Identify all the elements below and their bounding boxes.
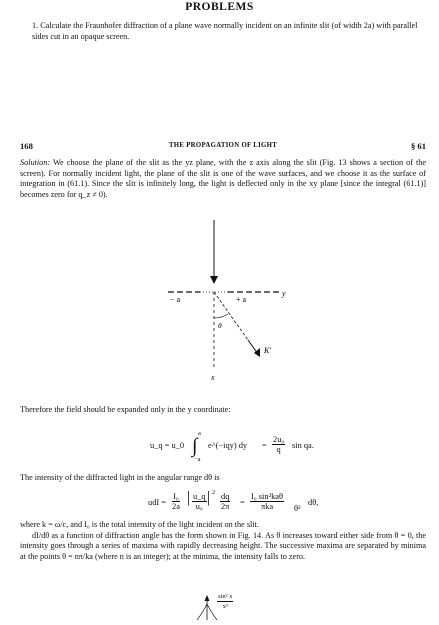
eq1-fraction (272, 435, 285, 454)
slit-figure (150, 220, 310, 395)
integral-sign-icon: ∫ (192, 435, 198, 457)
incident-arrowhead (210, 276, 218, 284)
plot-label (217, 592, 233, 611)
eq2-equals: = (240, 498, 245, 507)
eq2-frac2 (220, 492, 230, 511)
solution-lead: Solution: (20, 158, 51, 167)
eq2-lhs: udI = (148, 498, 166, 507)
slit-diagram (150, 220, 310, 390)
eq2-frac1 (172, 492, 180, 511)
eq2-frac2-den: 2π (220, 502, 230, 511)
problem-statement: 1. Calculate the Fraunhofer diffraction of a plane wave normally incident on an infinite slit (of width 2a) with parallel sides cut in an opaque screen. (32, 21, 418, 41)
eq2-frac2-num: dq (221, 492, 230, 501)
eq2-theta-sq: θ² (294, 504, 301, 513)
plot-axis-arrowhead (205, 595, 210, 601)
eq1-integrand: e^(−iqy) dy (208, 441, 248, 450)
intensity-plot-partial (195, 592, 255, 625)
plot-label-den: x² (222, 603, 228, 610)
expand-text: Therefore the field should be expanded only in the y coordinate: (20, 405, 231, 414)
k-prime-label: K′ (264, 346, 272, 355)
eq1-frac-num: 2u₀ (273, 435, 285, 444)
solution-text: We choose the plane of the slit as the yz plane, with the z axis along the slit (Fig. 13 shows a section of the screen). For normally incident light, the plane of the slit is one of the wave surfaces, and we choose it as the surface of integration in (61.1). Since the slit is infinitely long, the light is deflected only in the xy plane [since the integral (61.1)] becomes zero for q_z ≠ 0). (20, 158, 426, 199)
running-head (20, 141, 426, 153)
eq1-frac-den: q (276, 445, 281, 454)
eq2-tail: dθ, (308, 498, 319, 507)
eq1-upper-limit: a (198, 430, 201, 437)
eq2-abs (192, 492, 207, 511)
x-axis-label: x (211, 373, 215, 382)
eq2-frac1-den: 2a (172, 502, 180, 511)
where-paragraph (20, 520, 426, 562)
abs-left-bar-icon: | (187, 489, 191, 506)
eq2-frac3-num: I₀ sin²kaθ (251, 492, 284, 501)
minus-a-label: − a (170, 295, 181, 304)
eq2-abs-num: u_q (193, 492, 206, 501)
section-number: § 61 (410, 141, 426, 151)
eq1-equals: = (262, 441, 267, 450)
abs-right-bar-icon: | (207, 489, 211, 506)
chapter-title: THE PROPAGATION OF LIGHT (168, 142, 278, 149)
theta-label: θ (218, 321, 222, 330)
eq2-frac3 (250, 492, 284, 511)
page-heading: PROBLEMS (185, 1, 254, 13)
intensity-description: dI/dθ as a function of diffraction angle has the form shown in Fig. 14. As θ increases toward either side from θ = 0, the intensity goes through a series of maxima with rapidly decreasing height. The successive maxima are separated by minima at the points θ = nπ/ka (where n is an integer); at the minima, the intensity falls to zero. (20, 530, 426, 561)
eq2-frac3-den: πka (260, 502, 274, 511)
eq2-frac1-num: I₀ (173, 492, 179, 501)
eq1-lhs: u_q = u_0 (150, 441, 185, 450)
y-axis-label: y (282, 289, 286, 298)
equation-field (0, 431, 439, 465)
page-number: 168 (20, 141, 33, 151)
intensity-text: The intensity of the diffracted light in the angular range dθ is (20, 473, 220, 482)
plus-a-label: + a (236, 295, 247, 304)
eq1-lower-limit: −a (194, 456, 201, 463)
eq2-square: 2 (212, 490, 215, 496)
theta-arc (214, 314, 228, 318)
equation-intensity (0, 488, 439, 518)
where-line: where k = ω/c, and I₀ is the total intensity of the light incident on the slit. (20, 520, 259, 529)
solution-paragraph (20, 158, 426, 200)
plot-label-num: sin² x (218, 593, 233, 600)
eq1-tail: sin qa. (292, 441, 314, 450)
eq2-abs-den: u₀ (195, 502, 203, 511)
